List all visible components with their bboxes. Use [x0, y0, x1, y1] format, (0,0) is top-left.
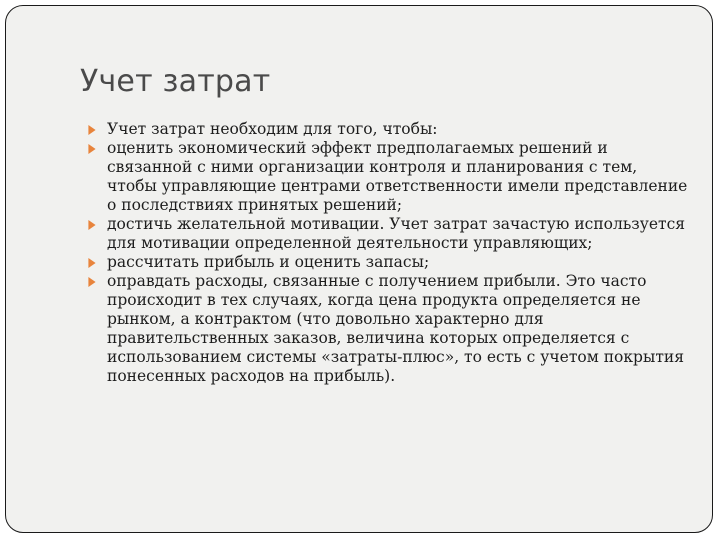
triangle-bullet-icon — [88, 220, 95, 230]
bullet-item-4 — [88, 253, 688, 272]
slide-title: Учет затрат — [80, 64, 271, 99]
bullet-text-5: оправдать расходы, связанные с получением прибыли. Это часто происходит в тех случаях, когда цена продукта определяется не рынком, а контрактом (что довольно характерно для правительственных заказов, величина которых определяется с использованием системы «затраты-плюс», то есть с учетом покрытия понесенных расходов на прибыль). — [107, 272, 685, 385]
bullet-item-2 — [88, 139, 688, 215]
triangle-bullet-icon — [88, 258, 95, 268]
bullet-text-3: достичь желательной мотивации. Учет затрат зачастую используется для мотивации определенной деятельности управляющих; — [107, 215, 686, 252]
triangle-bullet-icon — [88, 125, 95, 135]
bullet-item-5 — [88, 272, 688, 386]
bullet-text-1: Учет затрат необходим для того, чтобы: — [107, 120, 438, 138]
triangle-bullet-icon — [88, 277, 95, 287]
bullet-item-3 — [88, 215, 688, 253]
bullet-text-2: оценить экономический эффект предполагаемых решений и связанной с ними организации контроля и планирования с тем, чтобы управляющие центрами ответственности имели представление о последствиях принятых решений; — [107, 139, 688, 214]
triangle-bullet-icon — [88, 144, 95, 154]
slide-frame — [5, 5, 713, 533]
bullet-item-1 — [88, 120, 688, 139]
bullet-text-4: рассчитать прибыль и оценить запасы; — [107, 253, 430, 271]
bullet-list — [88, 120, 688, 386]
